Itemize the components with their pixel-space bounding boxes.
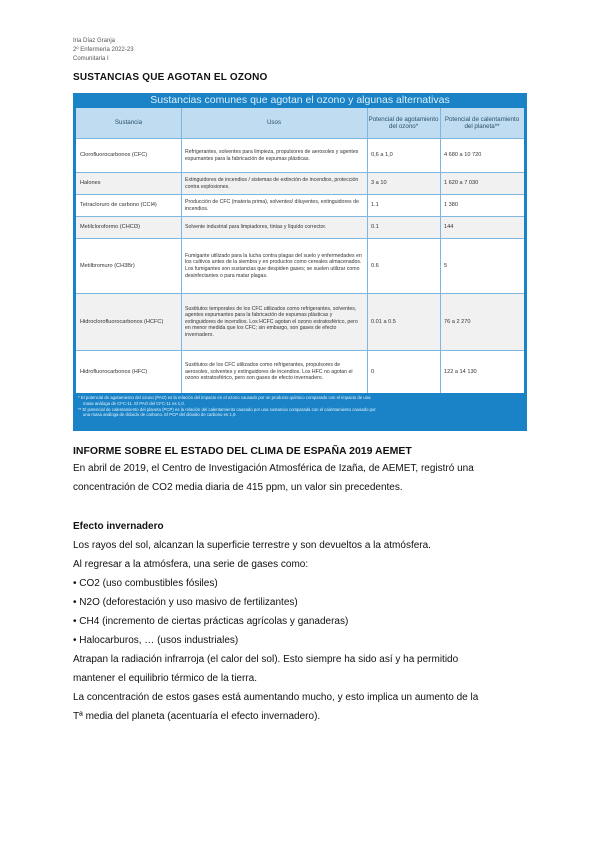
table-row bbox=[76, 194, 524, 216]
table-title: Sustancias comunes que agotan el ozono y algunas alternativas bbox=[150, 94, 450, 106]
table-header-row bbox=[76, 108, 524, 138]
table-row bbox=[76, 293, 524, 350]
cell-substance: Metilcloroformo (CHCl3) bbox=[80, 224, 140, 230]
ozone-substances-table-image bbox=[73, 93, 527, 431]
list-item: • N2O (deforestación y uso masivo de fertilizantes) bbox=[73, 597, 298, 608]
table-row bbox=[76, 216, 524, 238]
text-line: Los rayos del sol, alcanzan la superficie terrestre y son devueltos a la atmósfera. bbox=[73, 540, 431, 551]
cell-substance: Clorofluorocarbonos (CFC) bbox=[80, 152, 148, 158]
subsection-title-greenhouse: Efecto invernadero bbox=[73, 521, 164, 532]
intro-paragraph bbox=[73, 459, 474, 497]
text-line: La concentración de estos gases está aumentando mucho, y esto implica un aumento de la bbox=[73, 692, 479, 703]
cell-ozone: 0.01 a 0.5 bbox=[371, 318, 396, 325]
cell-ozone: 1.1 bbox=[371, 202, 379, 208]
section-title-aemet: INFORME SOBRE EL ESTADO DEL CLIMA DE ESPAÑA 2019 AEMET bbox=[73, 445, 412, 457]
list-item: • CH4 (incremento de ciertas prácticas agrícolas y ganaderas) bbox=[73, 616, 349, 627]
cell-warming: 144 bbox=[444, 224, 454, 230]
cell-substance: Hidroclorofluorocarbonos (HCFC) bbox=[80, 318, 164, 325]
cell-substance: Halones bbox=[80, 180, 101, 186]
cell-warming: 122 a 14 130 bbox=[444, 368, 477, 375]
column-divider bbox=[367, 108, 368, 393]
cell-warming: 4 680 a 10 720 bbox=[444, 152, 482, 158]
cell-ozone: 3 a 10 bbox=[371, 180, 387, 186]
list-item: • Halocarburos, … (usos industriales) bbox=[73, 635, 239, 646]
cell-uses: Solvente industrial para limpiadores, tintas y líquido corrector. bbox=[185, 224, 327, 231]
header-subject: Comunitaria I bbox=[73, 56, 109, 62]
cell-warming: 1 380 bbox=[444, 202, 458, 208]
column-divider bbox=[181, 108, 182, 393]
footnote-line: masa análoga de CFC-11. El PAO del CFC-11 es 1,0. bbox=[83, 400, 185, 406]
footnote-line: una masa análoga de dióxido de carbono. El PCP del dióxido de carbono es 1,0. bbox=[83, 412, 237, 418]
cell-ozone: 0.6 bbox=[371, 262, 379, 269]
table-footnotes bbox=[78, 395, 522, 418]
header-uses: Usos bbox=[266, 119, 282, 127]
cell-uses: Sustitutos de los CFC utilizados como refrigerantes, propulsores de aerosoles, solventes y extinguidores de incendios. Los HFC no agotan el ozono estratosférico, pero son gases de efecto invernadero. bbox=[185, 362, 353, 382]
text-line: Atrapan la radiación infrarroja (el calor del sol). Esto siempre ha sido así y ha permitido bbox=[73, 654, 459, 665]
table-row bbox=[76, 238, 524, 293]
cell-uses: Refrigerantes, solventes para limpieza, propulsores de aerosoles y agentes espumantes para la fabricación de espumas plásticas. bbox=[185, 148, 359, 162]
cell-warming: 76 a 2 270 bbox=[444, 318, 471, 325]
cell-uses: Extinguidores de incendios / sistemas de extinción de incendios, protección contra explosiones. bbox=[185, 176, 359, 190]
column-divider bbox=[440, 108, 441, 393]
header-warming-potential: Potencial de calentamiento del planeta** bbox=[444, 115, 520, 130]
cell-warming: 5 bbox=[444, 262, 448, 269]
header-author: Iria Díaz Granja bbox=[73, 38, 116, 44]
cell-uses: Producción de CFC (materia prima), solventes/ diluyentes, extinguidores de incendios. bbox=[185, 198, 359, 212]
cell-substance: Metilbromuro (CH3Br) bbox=[80, 262, 135, 269]
table-row bbox=[76, 350, 524, 393]
text-line: mantener el equilibrio térmico de la tierra. bbox=[73, 673, 257, 684]
text-line: En abril de 2019, el Centro de Investigación Atmosférica de Izaña, de AEMET, registró una bbox=[73, 463, 474, 474]
footnote-line: ** El potencial de calentamiento del planeta (PCP) es la relación del calentamiento causado por una sustancia comparada con el calentamiento causado por bbox=[78, 406, 376, 412]
cell-ozone: 0.1 bbox=[371, 224, 379, 230]
list-item: • CO2 (uso combustibles fósiles) bbox=[73, 578, 218, 589]
table-grid bbox=[76, 108, 524, 393]
text-line: concentración de CO2 media diaria de 415 ppm, un valor sin precedentes. bbox=[73, 482, 403, 493]
text-line: Al regresar a la atmósfera, una serie de gases como: bbox=[73, 559, 309, 570]
text-line: Tª media del planeta (acentuaría el efecto invernadero). bbox=[73, 711, 321, 722]
table-row bbox=[76, 172, 524, 194]
cell-uses: Sustitutos temporales de los CFC utilizados como refrigerantes, solventes, agentes espumantes para la fabricación de espumas plásticas y extinguidores de incendios. Los HCFC agotan el ozono estratosférico, pero en menor medida que los CFC; sin embargo, son gases de efecto invernadero. bbox=[185, 305, 358, 338]
header-course: 2º Enfermería 2022-23 bbox=[73, 47, 134, 53]
cell-ozone: 0 bbox=[371, 368, 375, 375]
document-header bbox=[73, 37, 134, 64]
cell-substance: Tetracloruro de carbono (CCl4) bbox=[80, 202, 157, 208]
cell-uses: Fumigante utilizado para la lucha contra plagas del suelo y enfermedades en los cultivos antes de la siembra y en productos como cereales almacenados. Los fumigantes son sustancias que despiden gases; se suelen utilizar como desinfectantes o para matar plagas. bbox=[185, 252, 362, 279]
greenhouse-body bbox=[73, 536, 478, 726]
cell-warming: 1 620 a 7 030 bbox=[444, 180, 479, 186]
section-title-ozone: SUSTANCIAS QUE AGOTAN EL OZONO bbox=[73, 72, 268, 83]
header-ozone-potential: Potencial de agotamiento del ozono* bbox=[368, 115, 439, 130]
cell-ozone: 0,6 a 1,0 bbox=[371, 152, 393, 158]
cell-substance: Hidrofluorocarbonos (HFC) bbox=[80, 368, 148, 375]
table-row bbox=[76, 138, 524, 172]
footnote-line: * El potencial de agotamiento del ozono (PAO) es la relación del impacto en el ozono causado por un producto químico comparado con el impacto de una bbox=[78, 395, 371, 400]
header-substance: Sustancia bbox=[114, 119, 143, 127]
